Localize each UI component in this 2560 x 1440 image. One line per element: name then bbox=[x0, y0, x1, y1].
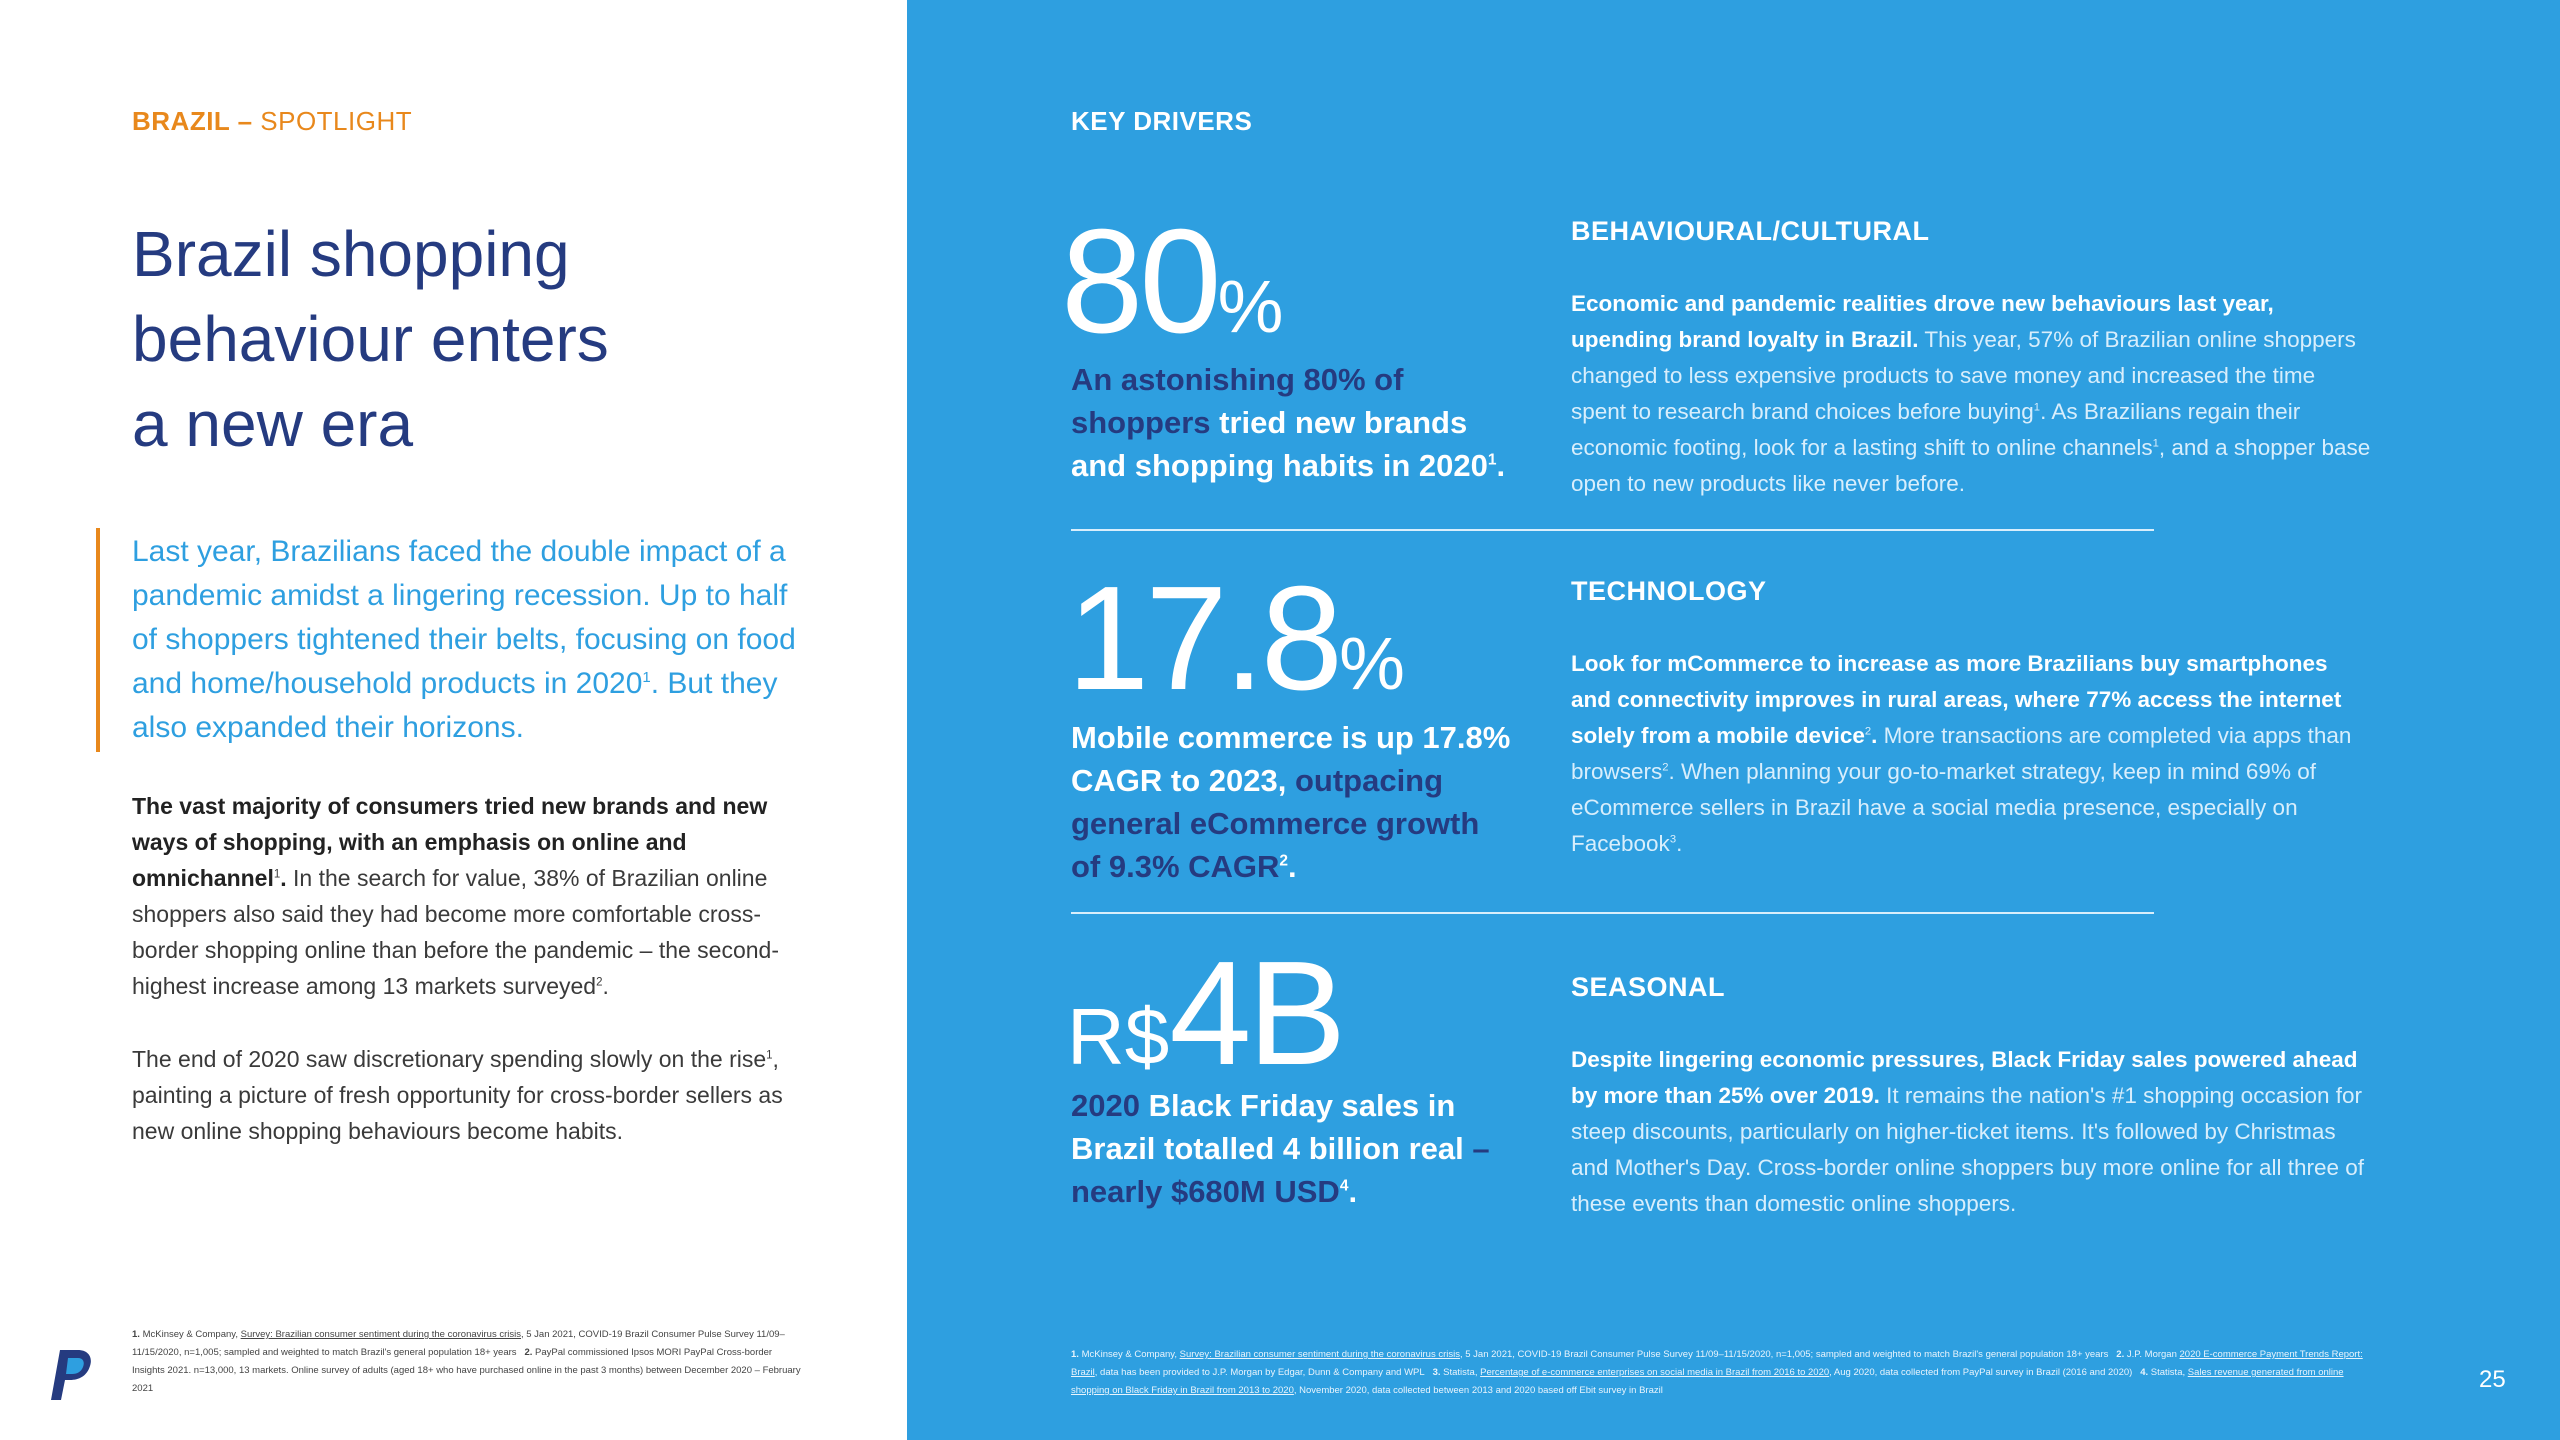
footnote-link[interactable]: Percentage of e-commerce enterprises on social media in Brazil from 2016 to 2020 bbox=[1480, 1367, 1830, 1378]
left-panel bbox=[0, 0, 907, 1440]
page-title: Brazil shopping behaviour enters a new era bbox=[132, 218, 609, 460]
section-heading-technology: TECHNOLOGY bbox=[1571, 576, 1767, 606]
body-paragraph-1: The vast majority of consumers tried new brands and new ways of shopping, with an emphasis on online and omnichannel$^1$. In the search for value, 38% of Brazilian online shoppers also said they had become more comfortable cross-border shopping online than before the pandemic – the second-highest increase among 13 markets surveyed$^2$. bbox=[132, 793, 780, 999]
stat-80-caption: An astonishing 80% of shoppers tried new brands and shopping habits in 2020$^1$. bbox=[1071, 362, 1506, 483]
body-paragraph-2: The end of 2020 saw discretionary spending slowly on the rise$^1$, painting a picture of fresh opportunity for cross-border sellers as new online shopping behaviours become habits. bbox=[132, 1046, 783, 1144]
stat-17-8-caption: Mobile commerce is up 17.8% CAGR to 2023, outpacing general eCommerce growth of 9.3% CAGR$^2$. bbox=[1071, 720, 1511, 884]
section-body-seasonal: Despite lingering economic pressures, Black Friday sales powered ahead by more than 25% over 2019. It remains the nation's #1 shopping occasion for steep discounts, particularly on higher-ticket items. It's followed by Christmas and Mother's Day. Cross-border online shoppers buy more online for all three of these events than domestic online shoppers. bbox=[1571, 1047, 2365, 1216]
divider bbox=[1071, 529, 2154, 531]
section-eyebrow: BRAZIL – SPOTLIGHT bbox=[132, 106, 413, 136]
section-body-behavioural: Economic and pandemic realities drove new behaviours last year, upending brand loyalty in Brazil. This year, 57% of Brazilian online shoppers changed to less expensive products to save money and increased the time spent to research brand choices before buying$^1$. As Brazilians regain their economic footing, look for a lasting shift to online channels$^1$, and a shopper base open to new products like never before. bbox=[1571, 291, 2371, 496]
footnotes-right: 1. McKinsey & Company, Survey: Brazilian consumer sentiment during the coronavirus crisis, 5 Jan 2021, COVID-19 Brazil Consumer Pulse Survey 11/09–11/15/2020, n=1,005; sampled and weighted to match Brazil's general population 18+ years 2. J.P. Morgan 2020 E-commerce Payment Trends Report: Brazil, data has been provided to J.P. Morgan by Edgar, Dunn & Company and WPL 3. Statista, Percentage of e-commerce enterprises on social media in Brazil from 2016 to 2020, Aug 2020, data collected from PayPal survey in Brazil (2016 and 2020) 4. Statista, Sales revenue generated from online shopping on Black Friday in Brazil from 2013 to 2020, November 2020, data collected between 2013 and 2020 based off Ebit survey in Brazil bbox=[1071, 1349, 2363, 1396]
paypal-logo-icon bbox=[48, 1348, 94, 1402]
section-body-technology: Look for mCommerce to increase as more Brazilians buy smartphones and connectivity improves in rural areas, where 77% access the internet solely from a mobile device$^2$. More transactions are completed via apps than browsers$^2$. When planning your go-to-market strategy, keep in mind 69% of eCommerce sellers in Brazil have a social media presence, especially on Facebook$^3$. bbox=[1571, 651, 2352, 856]
key-drivers-heading: KEY DRIVERS bbox=[1071, 106, 1253, 136]
right-panel bbox=[907, 0, 2560, 1440]
stat-4b-real: R$4B bbox=[1067, 931, 1343, 1096]
divider bbox=[1071, 912, 2154, 914]
footnote-link[interactable]: Sales revenue generated from online shopping on Black Friday in Brazil from 2013 to 2020 bbox=[1071, 1367, 2344, 1396]
lead-paragraph: Last year, Brazilians faced the double impact of a pandemic amidst a lingering recession. Up to half of shoppers tightened their belts, focusing on food and home/household products in 2020$^1$. But they also expanded their horizons. bbox=[132, 535, 796, 744]
stat-4b-caption: 2020 Black Friday sales in Brazil totalled 4 billion real – nearly $680M USD$^4$. bbox=[1071, 1088, 1490, 1209]
section-heading-seasonal: SEASONAL bbox=[1571, 972, 1726, 1002]
footnotes-left: 1. McKinsey & Company, Survey: Brazilian consumer sentiment during the coronavirus crisis, 5 Jan 2021, COVID-19 Brazil Consumer Pulse Survey 11/09–11/15/2020, n=1,005; sampled and weighted to match Brazil's general population 18+ years 2. PayPal commissioned Ipsos MORI PayPal Cross-border Insights 2021. n=13,000, 13 markets. Online survey of adults (aged 18+ who have purchased online in the past 3 months) between December 2020 – February 2021 bbox=[132, 1329, 801, 1394]
page-number: 25 bbox=[2479, 1366, 2506, 1393]
lead-accent-bar bbox=[96, 528, 100, 752]
footnote-link[interactable]: Survey: Brazilian consumer sentiment during the coronavirus crisis bbox=[1179, 1349, 1460, 1360]
stat-80-percent: 80% bbox=[1061, 199, 1284, 364]
stat-17-8-percent: 17.8% bbox=[1067, 556, 1405, 721]
section-heading-behavioural: BEHAVIOURAL/CULTURAL bbox=[1571, 216, 1930, 246]
footnote-link[interactable]: Survey: Brazilian consumer sentiment during the coronavirus crisis bbox=[240, 1329, 521, 1340]
footnote-link[interactable]: 2020 E-commerce Payment Trends Report: Brazil bbox=[1071, 1349, 2363, 1378]
